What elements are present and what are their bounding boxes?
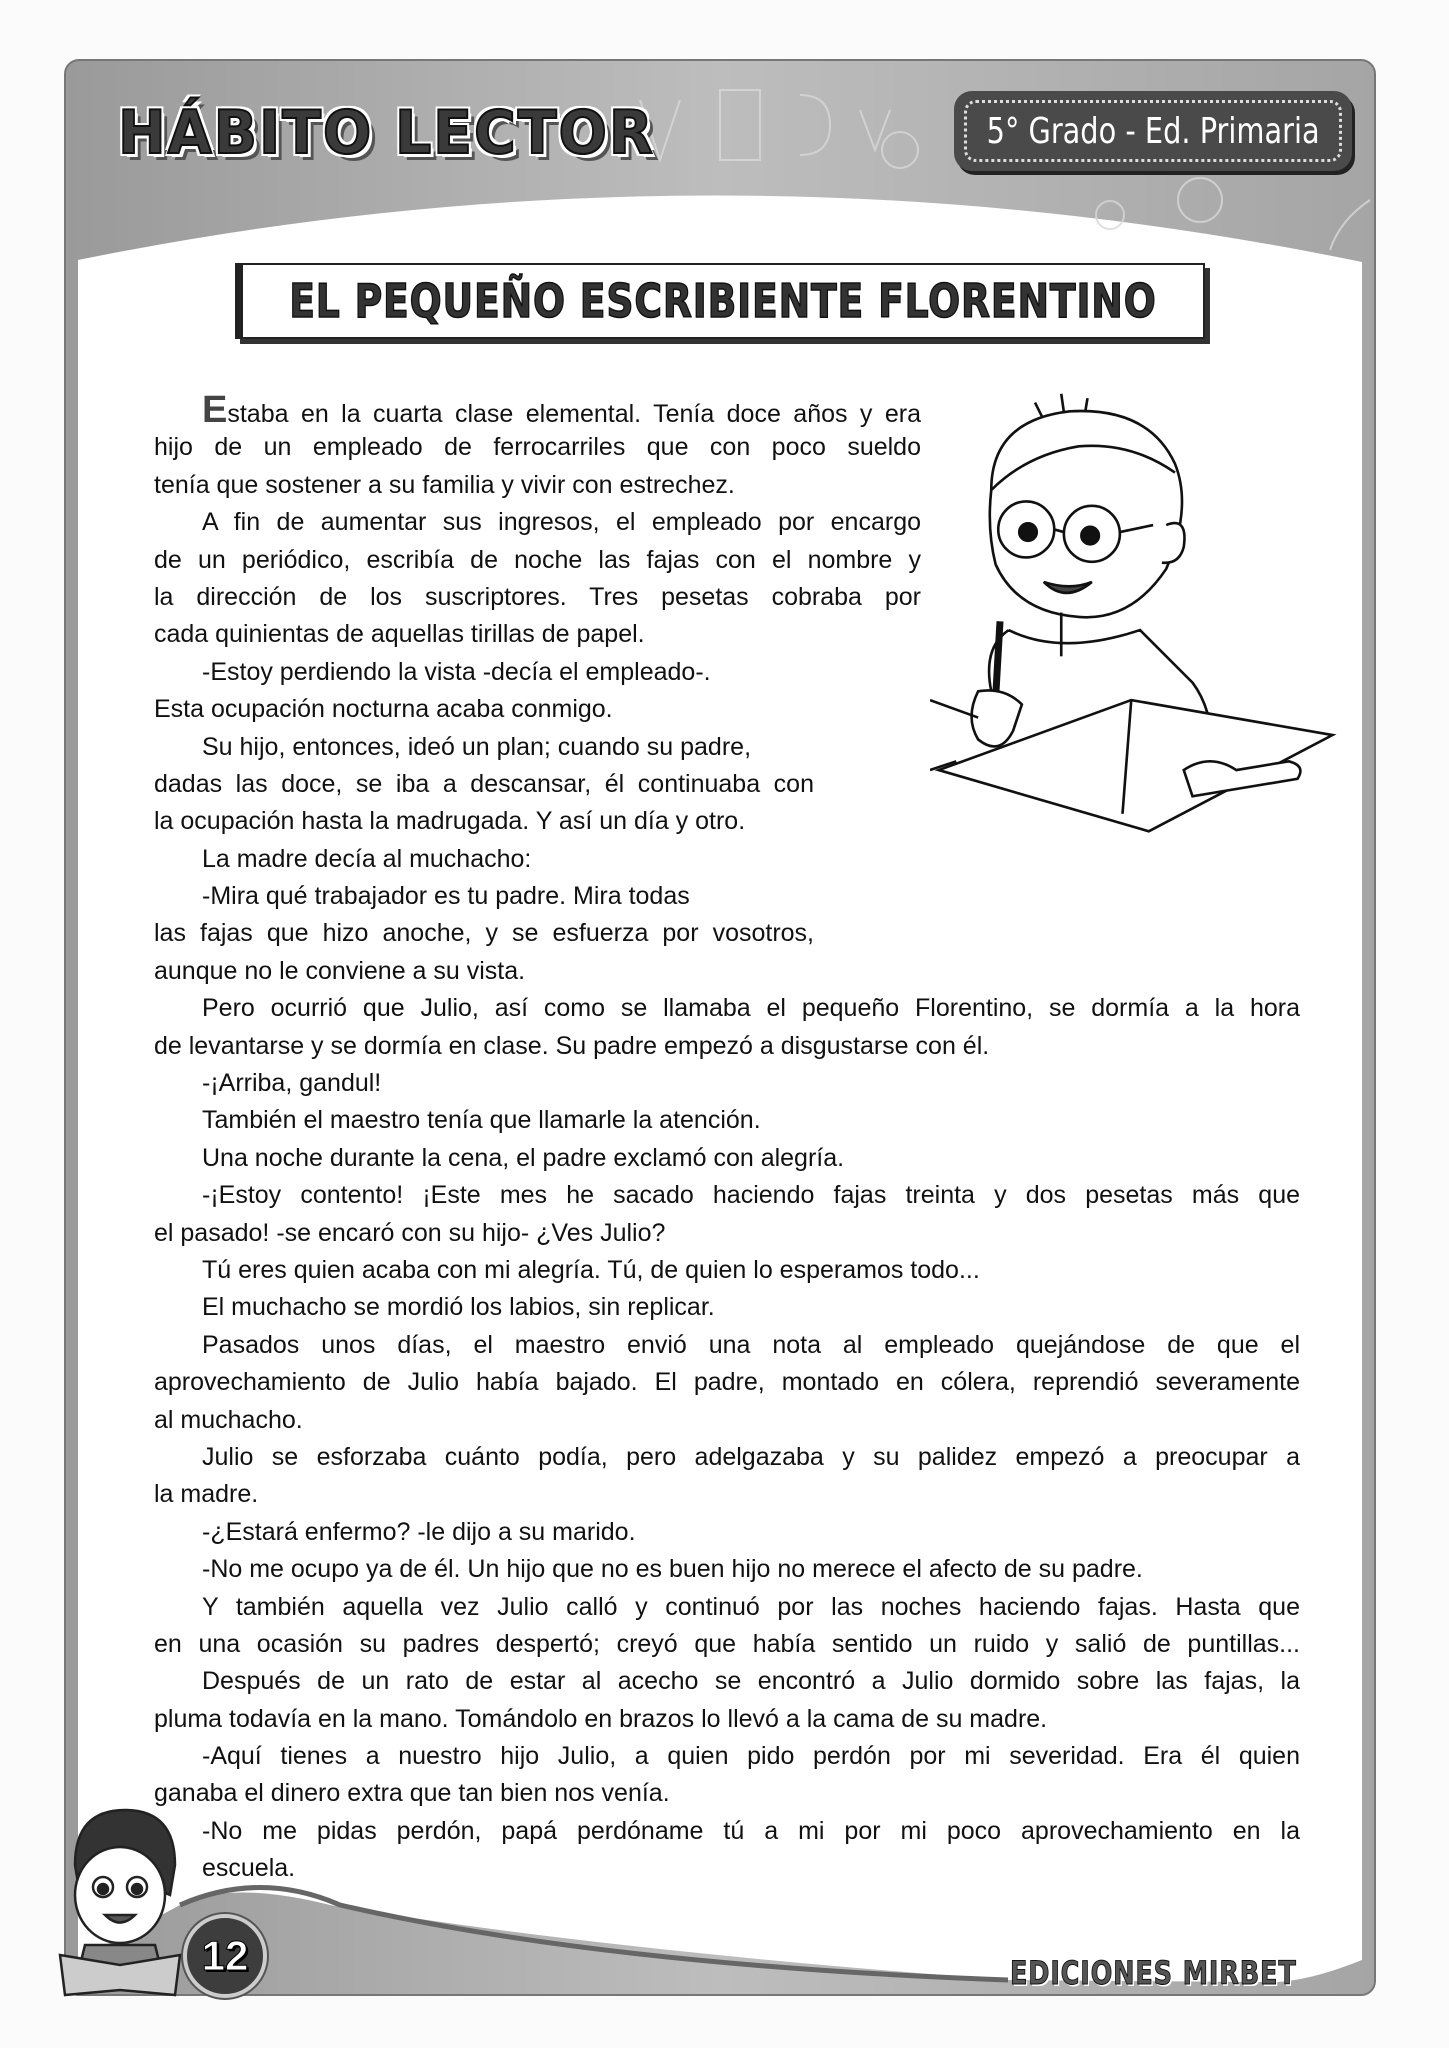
- story-line: [154, 1364, 1300, 1401]
- story-line-text: en una ocasión su padres despertó; creyó que había sentido un ruido y salió de puntillas...: [154, 1629, 1300, 1658]
- story-line: [154, 392, 921, 429]
- story-line-text: de levantarse y se dormía en clase. Su padre empezó a disgustarse con él.: [154, 1031, 990, 1060]
- story-line-text: -No me ocupo ya de él. Un hijo que no es buen hijo no merece el afecto de su padre.: [202, 1555, 1143, 1584]
- story-line: [154, 1177, 1300, 1214]
- story-line-text: También el maestro tenía que llamarle la atención.: [202, 1106, 761, 1135]
- story-line: [154, 1028, 1300, 1065]
- story-line-text: Una noche durante la cena, el padre exclamó con alegría.: [202, 1143, 845, 1172]
- story-line: [154, 729, 814, 766]
- story-line: [154, 1738, 1300, 1775]
- story-line: [154, 1850, 1300, 1887]
- story-line: [154, 1663, 1300, 1700]
- story-line-text: de un periódico, escribía de noche las fajas con el nombre y: [154, 545, 921, 574]
- story-line: [154, 1289, 1300, 1326]
- story-line: [154, 1589, 1300, 1626]
- story-line: [154, 1140, 1300, 1177]
- story-line-text: La madre decía al muchacho:: [202, 844, 532, 873]
- story-line-text: cada quinientas de aquellas tirillas de papel.: [154, 620, 645, 649]
- reading-boy-icon: [55, 1805, 195, 2000]
- story-line: [154, 1252, 1300, 1289]
- story-line: [154, 1476, 1300, 1513]
- story-line-text: Tú eres quien acaba con mi alegría. Tú, de quien lo esperamos todo...: [202, 1255, 980, 1284]
- story-line-text: ganaba el dinero extra que tan bien nos venía.: [154, 1779, 670, 1808]
- story-line: [154, 1701, 1300, 1738]
- story-line-text: al muchacho.: [154, 1405, 303, 1434]
- story-line-text: Y también aquella vez Julio calló y continuó por las noches haciendo fajas. Hasta que: [202, 1592, 1300, 1621]
- story-line-text: aprovechamiento de Julio había bajado. El padre, montado en cólera, reprendió severamente: [154, 1368, 1300, 1397]
- story-line: [154, 654, 921, 691]
- story-line: [154, 878, 814, 915]
- story-line-text: -¿Estará enfermo? -le dijo a su marido.: [202, 1517, 636, 1546]
- drop-cap: E: [202, 392, 228, 430]
- publisher-logo: EDICIONES MIRBET: [1010, 1954, 1297, 1992]
- story-line-text: tenía que sostener a su familia y vivir con estrechez.: [154, 470, 735, 499]
- story-line-text: -Aquí tienes a nuestro hijo Julio, a quien pido perdón por mi severidad. Era él quien: [202, 1742, 1300, 1771]
- story-line-text: pluma todavía en la mano. Tomándolo en brazos lo llevó a la cama de su madre.: [154, 1704, 1048, 1733]
- story-line: [154, 1327, 1300, 1364]
- story-line-text: las fajas que hizo anoche, y se esfuerza por vosotros,: [154, 919, 814, 948]
- story-line: [154, 579, 921, 616]
- story-line: [154, 429, 921, 466]
- story-title: EL PEQUEÑO ESCRIBIENTE FLORENTINO: [289, 274, 1157, 328]
- story-line: [154, 841, 814, 878]
- story-line-text: -Mira qué trabajador es tu padre. Mira todas: [202, 882, 690, 911]
- page-number: 12: [201, 1932, 249, 1979]
- story-line: [154, 1402, 1300, 1439]
- story-line-text: Julio se esforzaba cuánto podía, pero adelgazaba y su palidez empezó a preocupar a: [202, 1442, 1300, 1471]
- grade-label: 5° Grado - Ed. Primaria: [986, 110, 1320, 152]
- story-line-text: Esta ocupación nocturna acaba conmigo.: [154, 695, 613, 724]
- story-line-text: Pasados unos días, el maestro envió una nota al empleado quejándose de que el: [202, 1330, 1300, 1359]
- story-line: [154, 766, 814, 803]
- boy-writing-illustration: [930, 385, 1350, 897]
- story-line-text: Después de un rato de estar al acecho se encontró a Julio dormido sobre las fajas, la: [202, 1667, 1300, 1696]
- story-line: [154, 1775, 1300, 1812]
- story-line: [154, 1813, 1300, 1850]
- story-line-text: la ocupación hasta la madrugada. Y así un día y otro.: [154, 807, 746, 836]
- story-line-text: la dirección de los suscriptores. Tres pesetas cobraba por: [154, 582, 921, 611]
- story-line-text: El muchacho se mordió los labios, sin replicar.: [202, 1293, 715, 1322]
- brand-logo: HÁBITO LECTOR: [118, 98, 655, 168]
- story-line-text: hijo de un empleado de ferrocarriles que con poco sueldo: [154, 433, 921, 462]
- story-line: [154, 803, 814, 840]
- story-line: [154, 1551, 1300, 1588]
- story-line-text: -Estoy perdiendo la vista -decía el empleado-.: [202, 657, 711, 686]
- story-line-text: -No me pidas perdón, papá perdóname tú a mi por mi poco aprovechamiento en la: [202, 1816, 1300, 1845]
- story-line: [154, 1215, 1300, 1252]
- story-line-text: staba en la cuarta clase elemental. Tenía doce años y era: [227, 400, 921, 428]
- story-title-box: [235, 263, 1205, 339]
- story-line: [154, 616, 921, 653]
- story-line: [154, 691, 921, 728]
- story-line-text: -¡Arriba, gandul!: [202, 1069, 382, 1098]
- story-line: [154, 953, 814, 990]
- story-line: [154, 1439, 1300, 1476]
- grade-badge: [954, 91, 1352, 171]
- page-number-badge: [183, 1914, 267, 1998]
- story-line: [154, 504, 921, 541]
- story-line-text: A fin de aumentar sus ingresos, el empleado por encargo: [202, 508, 921, 537]
- story-line: [154, 1626, 1300, 1663]
- story-line: [154, 542, 921, 579]
- story-line-text: dadas las doce, se iba a descansar, él continuaba con: [154, 769, 814, 798]
- story-line-text: Pero ocurrió que Julio, así como se llamaba el pequeño Florentino, se dormía a la hora: [202, 994, 1300, 1023]
- story-line-text: Su hijo, entonces, ideó un plan; cuando su padre,: [202, 732, 752, 761]
- story-line-text: -¡Estoy contento! ¡Este mes he sacado haciendo fajas treinta y dos pesetas más que: [202, 1181, 1300, 1210]
- story-line: [154, 915, 814, 952]
- story-line: [154, 1065, 1300, 1102]
- story-line-text: escuela.: [202, 1854, 296, 1883]
- story-line: [154, 1514, 1300, 1551]
- story-line-text: la madre.: [154, 1480, 259, 1509]
- story-line: [154, 1102, 1300, 1139]
- story-line: [154, 467, 921, 504]
- story-line: [154, 990, 1300, 1027]
- story-line-text: aunque no le conviene a su vista.: [154, 956, 526, 985]
- story-line-text: el pasado! -se encaró con su hijo- ¿Ves Julio?: [154, 1218, 666, 1247]
